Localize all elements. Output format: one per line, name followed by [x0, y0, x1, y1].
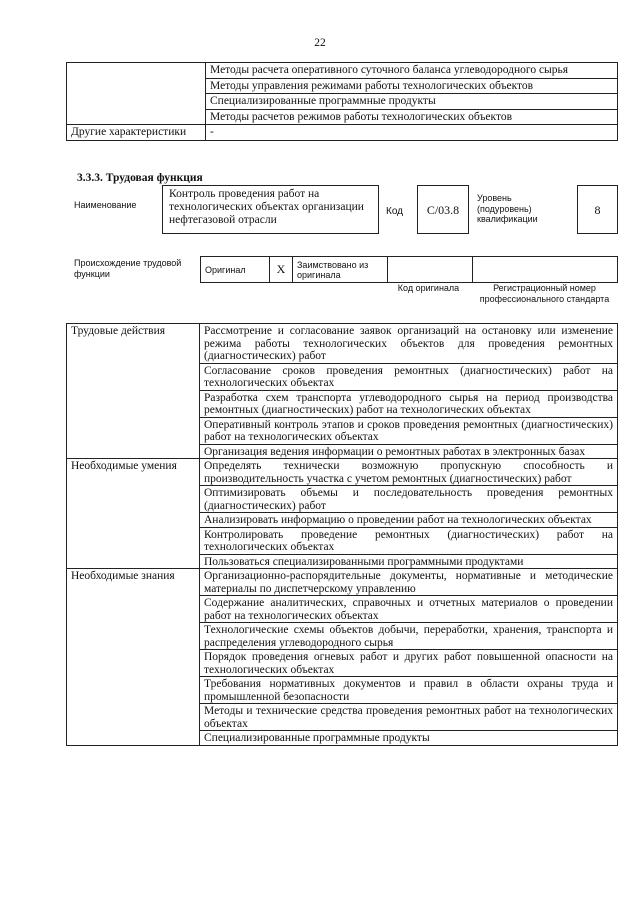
labor-action-category-label: Трудовые действия	[67, 324, 200, 459]
skill-item: Оптимизировать объемы и последовательность проведения ремонтных (диагностических) работ	[200, 486, 618, 513]
labor-action-item: Согласование сроков проведения ремонтных (диагностических) работ на технологических объектах	[200, 363, 618, 390]
origin-label: Происхождение трудовой функции	[74, 258, 182, 279]
name-label: Наименование	[74, 200, 137, 210]
knowledge-item: Порядок проведения огневых работ и других работ повышенной опасности на технологических объектах	[200, 650, 618, 677]
skill-row	[67, 459, 618, 486]
function-name: Контроль проведения работ на технологических объектах организации нефтегазовой отрасли	[162, 185, 379, 234]
skill-item: Анализировать информацию о проведении работ на технологических объектах	[200, 513, 618, 528]
knowledge-item: Методы расчета оперативного суточного баланса углеводородного сырья	[206, 63, 618, 79]
other-characteristics-value: -	[206, 125, 618, 141]
original-label: Оригинал	[201, 257, 270, 283]
knowledge-item: Методы и технические средства проведения ремонтных работ на технологических объектах	[200, 704, 618, 731]
function-details-table	[66, 323, 618, 746]
labor-action-item: Рассмотрение и согласование заявок организаций на остановку или изменение режима работы технологических объектов для проведения ремонтных (диагностических) работ	[200, 324, 618, 364]
reg-number-cell	[473, 257, 618, 283]
continuation-table	[66, 62, 618, 141]
labor-action-item: Организация ведения информации о ремонтных работах в электронных базах	[200, 444, 618, 459]
level-label: Уровень (подуровень) квалификации	[477, 193, 538, 224]
knowledge-item: Организационно-распорядительные документы, нормативные и методические материалы по диспетчерскому управлению	[200, 569, 618, 596]
knowledge-item: Методы расчетов режимов работы технологических объектов	[206, 109, 618, 125]
knowledge-item: Методы управления режимами работы технологических объектов	[206, 78, 618, 94]
origin-table	[200, 256, 618, 283]
borrowed-label: Заимствовано из оригинала	[293, 257, 388, 283]
knowledge-item: Специализированные программные продукты	[200, 731, 618, 746]
knowledge-item: Специализированные программные продукты	[206, 94, 618, 110]
section-title: 3.3.3. Трудовая функция	[77, 172, 203, 184]
knowledge-item: Содержание аналитических, справочных и отчетных материалов о проведении работ на технологических объектах	[200, 596, 618, 623]
other-characteristics-label: Другие характеристики	[67, 125, 206, 141]
knowledge-item: Требования нормативных документов и правил в области охраны труда и промышленной безопасности	[200, 677, 618, 704]
reg-number-label: Регистрационный номер профессионального стандарта	[479, 283, 610, 304]
knowledge-item: Технологические схемы объектов добычи, переработки, хранения, транспорта и распределения углеводородного сырья	[200, 623, 618, 650]
page-number: 22	[314, 37, 326, 49]
labor-action-item: Разработка схем транспорта углеводородного сырья на период производства ремонтных (диагностических) работ на технологических объектах	[200, 390, 618, 417]
continuation-empty-cell	[67, 63, 206, 125]
original-mark: X	[270, 257, 293, 283]
knowledge-category-label: Необходимые знания	[67, 569, 200, 746]
code-original-label: Код оригинала	[397, 283, 460, 293]
labor-action-item: Оперативный контроль этапов и сроков проведения ремонтных (диагностических) работ на технологических объектах	[200, 417, 618, 444]
code-value: С/03.8	[417, 185, 469, 234]
skill-item: Пользоваться специализированными программными продуктами	[200, 554, 618, 569]
labor-action-row	[67, 324, 618, 364]
level-value: 8	[577, 185, 618, 234]
knowledge-row	[67, 569, 618, 596]
skill-item: Определять технически возможную пропускную способность и производительность участка с учетом ремонтных (диагностических) работ	[200, 459, 618, 486]
skill-item: Контролировать проведение ремонтных (диагностических) работ на технологических объектах	[200, 527, 618, 554]
code-original-cell	[388, 257, 473, 283]
code-label: Код	[386, 206, 404, 217]
skill-category-label: Необходимые умения	[67, 459, 200, 569]
